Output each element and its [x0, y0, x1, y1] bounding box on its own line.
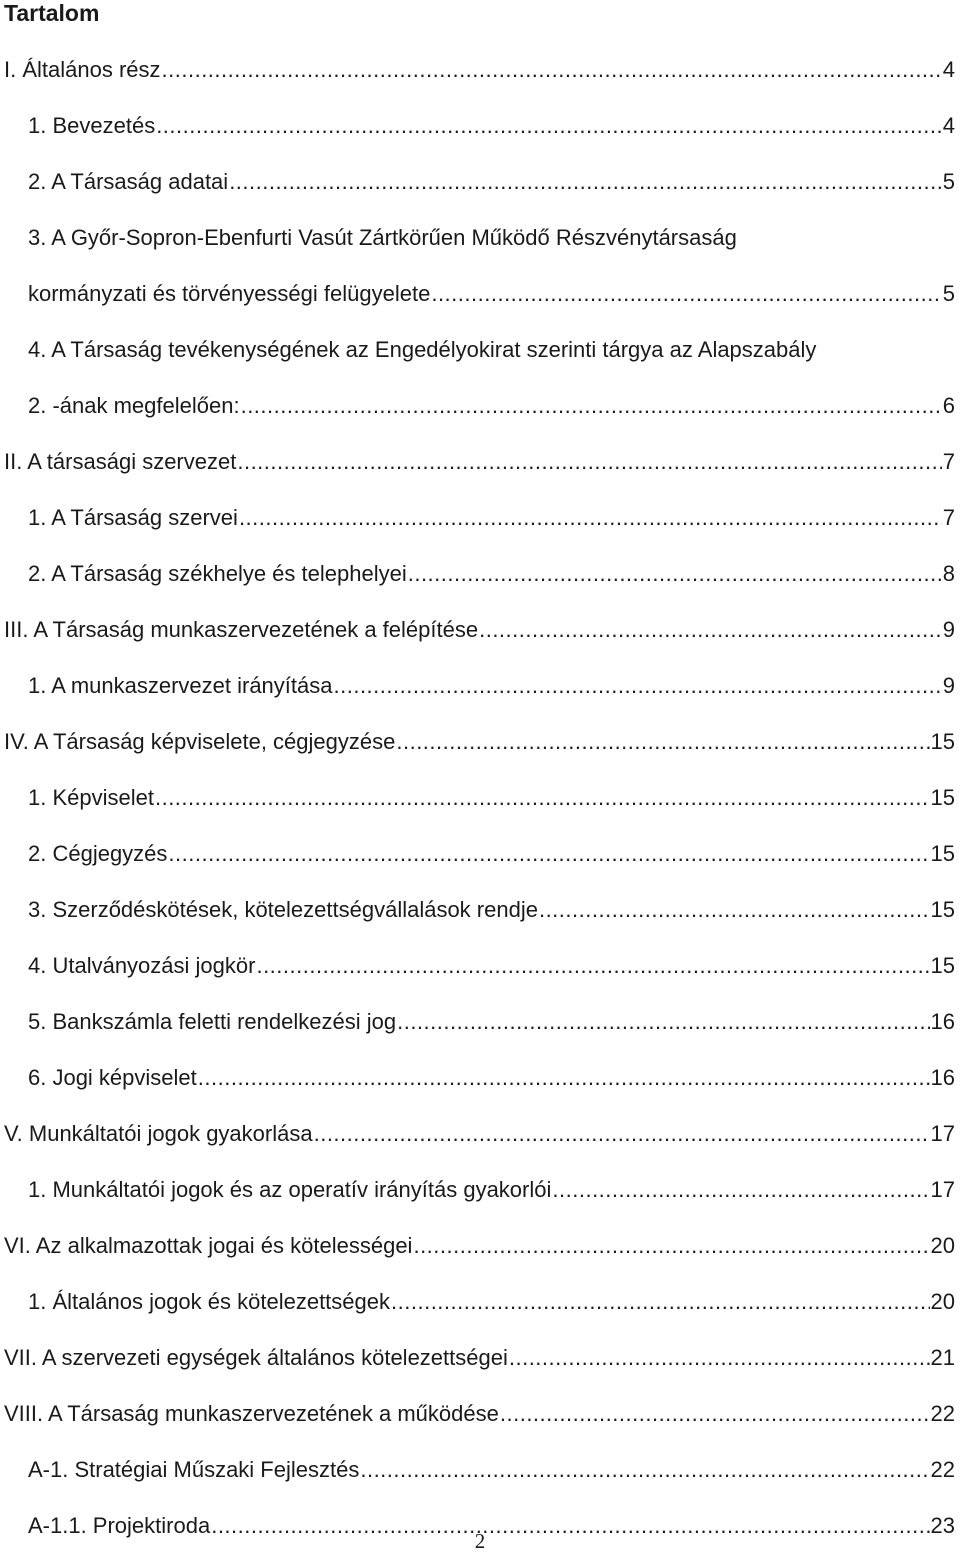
page-number: 2 [474, 1529, 486, 1553]
toc-entry-title: kormányzati és törvényességi felügyelete [28, 281, 431, 306]
toc-entry-title: 1. Bevezetés [28, 113, 156, 138]
toc-entry[interactable] [4, 447, 955, 477]
toc-entry[interactable] [4, 1119, 955, 1149]
toc-entry-title: 4. Utalványozási jogkör [28, 953, 256, 978]
toc-entry[interactable] [28, 1007, 955, 1037]
dot-leader [552, 1175, 929, 1205]
toc-entry[interactable] [28, 111, 955, 141]
toc-entry-title: 1. Általános jogok és kötelezettségek [28, 1289, 391, 1314]
toc-entry-title: 1. A Társaság szervei [28, 505, 238, 530]
dot-leader [156, 111, 942, 141]
toc-entry[interactable] [4, 1343, 955, 1373]
dot-leader [168, 839, 929, 869]
toc-entry-title: 6. Jogi képviselet [28, 1065, 197, 1090]
toc-entry[interactable] [28, 1287, 955, 1317]
toc-entry-page: 7 [942, 505, 955, 530]
toc-entry[interactable] [4, 55, 955, 85]
toc-entry-page: 17 [930, 1177, 955, 1202]
toc-entry-page: 5 [942, 281, 955, 306]
toc-entry[interactable] [28, 839, 955, 869]
toc-entry-page: 22 [930, 1401, 955, 1426]
toc-entry-title: A-1.1. Projektiroda [28, 1513, 211, 1538]
toc-entry-page: 21 [930, 1345, 955, 1370]
toc-entry-title: VIII. A Társaság munkaszervezetének a működése [4, 1401, 499, 1426]
toc-entry-title: II. A társasági szervezet [4, 449, 237, 474]
dot-leader [360, 1455, 929, 1485]
toc-entry[interactable] [4, 615, 955, 645]
toc-entry-title: I. Általános rész [4, 57, 161, 82]
dot-leader [241, 391, 942, 421]
toc-entry[interactable] [28, 671, 955, 701]
toc-entry-page: 6 [942, 393, 955, 418]
toc-entry[interactable] [4, 1399, 955, 1429]
toc-entry-page: 16 [930, 1065, 955, 1090]
toc-entry-page: 5 [942, 169, 955, 194]
toc-entry-page: 17 [930, 1121, 955, 1146]
dot-leader [539, 895, 930, 925]
toc-entry-page: 4 [942, 57, 955, 82]
dot-leader [413, 1231, 929, 1261]
toc-entry[interactable] [28, 223, 955, 253]
toc-entry-page: 15 [930, 841, 955, 866]
toc-title: Tartalom [4, 0, 100, 26]
toc-entry-title: VII. A szervezeti egységek általános kötelezettségei [4, 1345, 508, 1370]
toc-entry[interactable] [28, 895, 955, 925]
toc-entry-title: 5. Bankszámla feletti rendelkezési jog [28, 1009, 397, 1034]
toc-entry[interactable] [28, 1455, 955, 1485]
toc-entry-title: 2. A Társaság adatai [28, 169, 229, 194]
dot-leader [314, 1119, 930, 1149]
toc-entry-page: 20 [930, 1289, 955, 1314]
toc-entry[interactable] [28, 279, 955, 309]
dot-leader [237, 447, 941, 477]
dot-leader [198, 1063, 930, 1093]
dot-leader [155, 783, 930, 813]
toc-entry-title: 4. A Társaság tevékenységének az Engedélyokirat szerinti tárgya az Alapszabály [28, 337, 817, 362]
toc-entry-title: 2. A Társaság székhelye és telephelyei [28, 561, 407, 586]
toc-entry-page: 9 [942, 673, 955, 698]
toc-entry-page: 15 [930, 729, 955, 754]
dot-leader [396, 727, 929, 757]
toc-entry[interactable] [28, 1175, 955, 1205]
dot-leader [239, 503, 942, 533]
toc-entry[interactable] [28, 391, 955, 421]
dot-leader [408, 559, 942, 589]
toc-entry-title: III. A Társaság munkaszervezetének a felépítése [4, 617, 479, 642]
dot-leader [162, 55, 942, 85]
toc-entry-title: A-1. Stratégiai Műszaki Fejlesztés [28, 1457, 360, 1482]
toc-entry-title: 1. Képviselet [28, 785, 154, 810]
toc-entry-page: 23 [930, 1513, 955, 1538]
toc-entry-page: 15 [930, 785, 955, 810]
dot-leader [256, 951, 929, 981]
toc-entry-page: 15 [930, 953, 955, 978]
dot-leader [479, 615, 942, 645]
toc-entry-title: VI. Az alkalmazottak jogai és kötelességei [4, 1233, 413, 1258]
dot-leader [431, 279, 941, 309]
toc-entry[interactable] [28, 559, 955, 589]
toc-entry-page: 22 [930, 1457, 955, 1482]
toc-entry-title: 1. A munkaszervezet irányítása [28, 673, 333, 698]
toc-entry-page: 20 [930, 1233, 955, 1258]
toc-entry-page: 16 [930, 1009, 955, 1034]
toc-entry[interactable] [4, 727, 955, 757]
toc-entry-title: 2. Cégjegyzés [28, 841, 168, 866]
toc-entry-title: 3. A Győr-Sopron-Ebenfurti Vasút Zártkörűen Működő Részvénytársaság [28, 225, 737, 250]
toc-entry-page: 9 [942, 617, 955, 642]
toc-entry[interactable] [28, 783, 955, 813]
toc-entry[interactable] [28, 503, 955, 533]
dot-leader [391, 1287, 930, 1317]
toc-entry-page: 4 [942, 113, 955, 138]
toc-entry-page: 7 [942, 449, 955, 474]
toc-entry-title: 1. Munkáltatói jogok és az operatív irányítás gyakorlói [28, 1177, 552, 1202]
toc-entry[interactable] [28, 167, 955, 197]
toc-entry[interactable] [4, 1231, 955, 1261]
dot-leader [334, 671, 942, 701]
toc-entry[interactable] [28, 951, 955, 981]
dot-leader [500, 1399, 930, 1429]
toc-entry-title: 2. -ának megfelelően: [28, 393, 240, 418]
toc-entry-title: 3. Szerződéskötések, kötelezettségvállalások rendje [28, 897, 538, 922]
toc-entry-page: 8 [942, 561, 955, 586]
toc-entry[interactable] [28, 1063, 955, 1093]
dot-leader [509, 1343, 930, 1373]
toc-entry[interactable] [28, 335, 955, 365]
toc-entry-title: IV. A Társaság képviselete, cégjegyzése [4, 729, 396, 754]
dot-leader [397, 1007, 929, 1037]
toc-entry-title: V. Munkáltatói jogok gyakorlása [4, 1121, 313, 1146]
dot-leader [229, 167, 942, 197]
toc-entry-page: 15 [930, 897, 955, 922]
